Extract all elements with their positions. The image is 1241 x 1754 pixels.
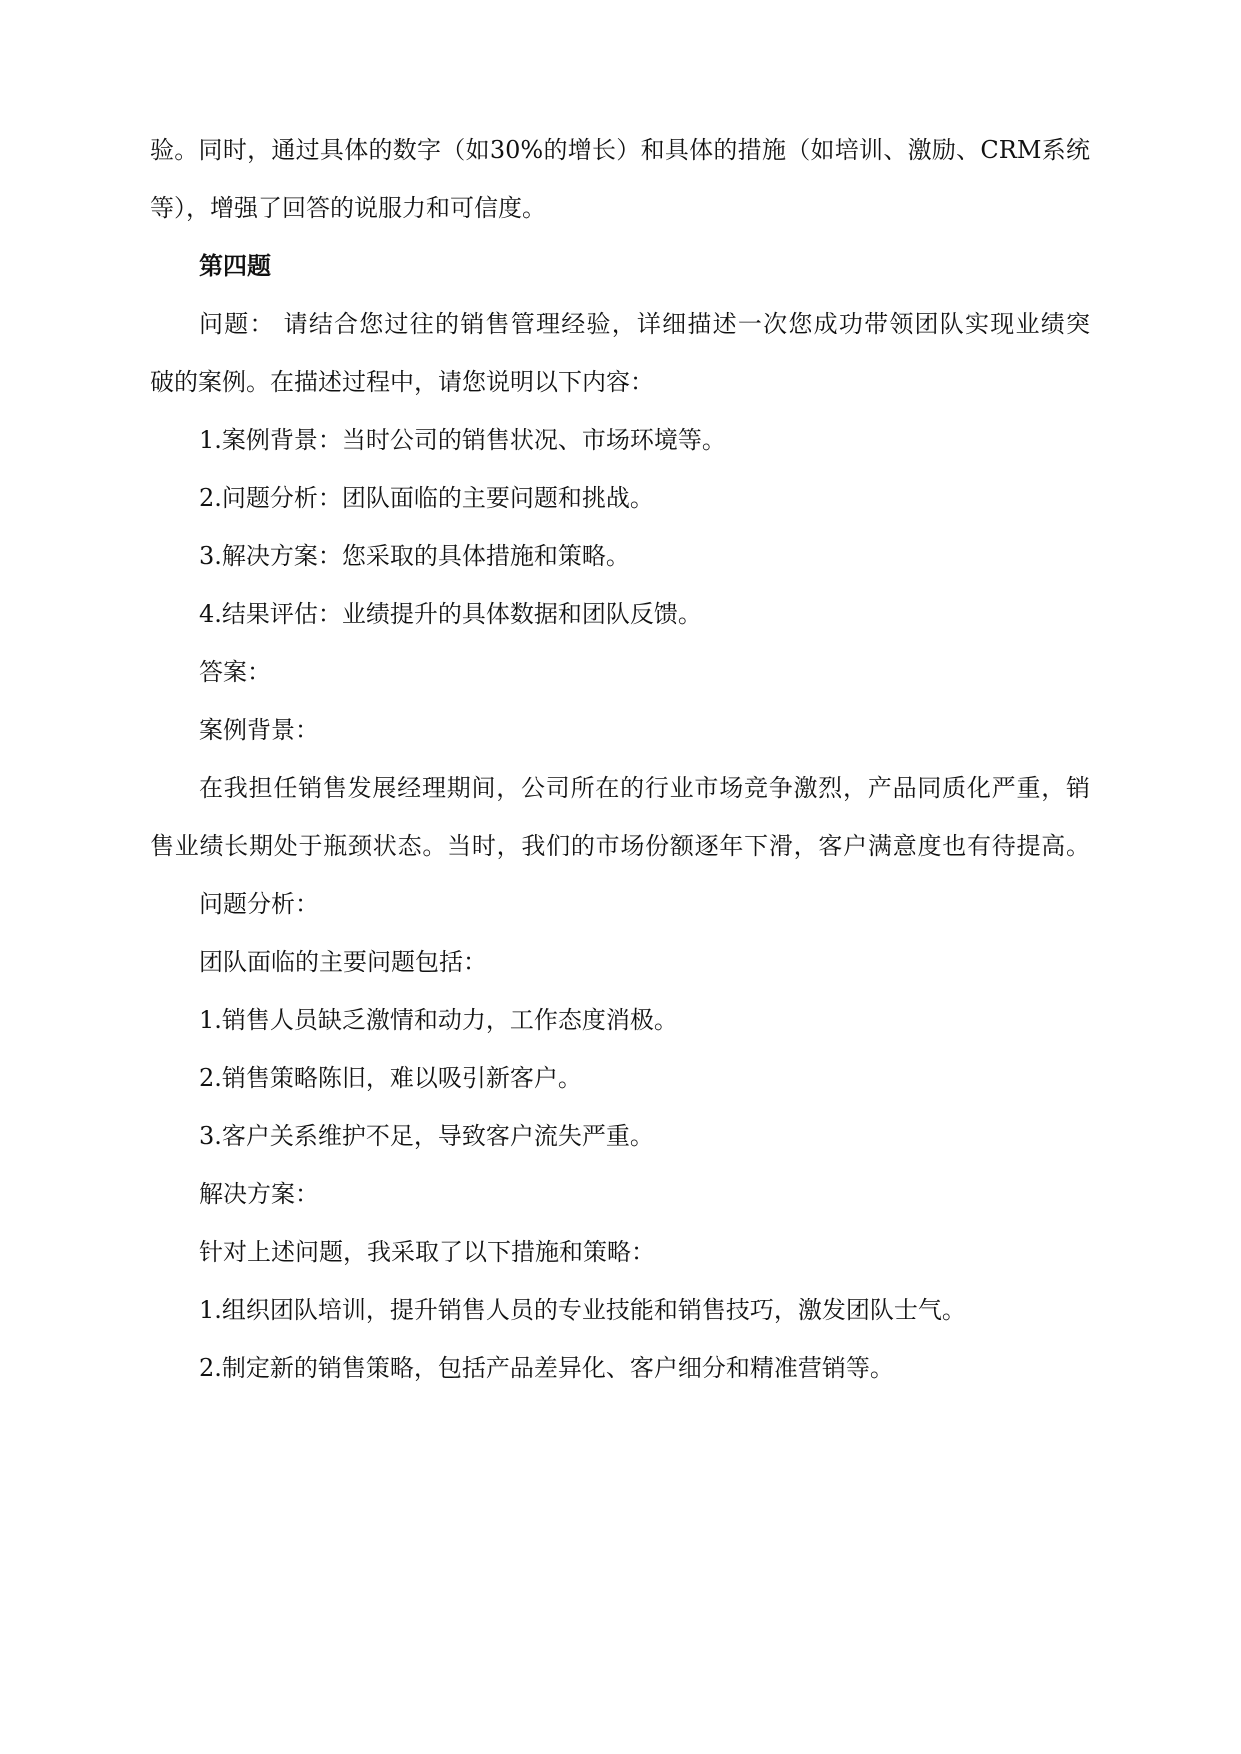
question-item-4: 4.结果评估：业绩提升的具体数据和团队反馈。 <box>199 600 702 628</box>
question-line-2: 破的案例。在描述过程中，请您说明以下内容： <box>150 368 654 396</box>
solution-item-1: 1.组织团队培训，提升销售人员的专业技能和销售技巧，激发团队士气。 <box>199 1296 966 1324</box>
question-item-2: 2.问题分析：团队面临的主要问题和挑战。 <box>199 484 654 512</box>
paragraph-line-2: 等），增强了回答的说服力和可信度。 <box>150 194 546 222</box>
solution-intro: 针对上述问题，我采取了以下措施和策略： <box>199 1238 655 1266</box>
analysis-item-1: 1.销售人员缺乏激情和动力，工作态度消极。 <box>199 1006 678 1034</box>
paragraph-line-1: 验。同时，通过具体的数字（如30%的增长）和具体的措施（如培训、激励、CRM系统 <box>150 136 1090 164</box>
analysis-intro: 团队面临的主要问题包括： <box>199 948 487 976</box>
section-heading: 第四题 <box>199 251 271 280</box>
analysis-item-2: 2.销售策略陈旧，难以吸引新客户。 <box>199 1064 582 1092</box>
background-line-1: 在我担任销售发展经理期间，公司所在的行业市场竞争激烈，产品同质化严重，销 <box>199 774 1090 802</box>
subheading-analysis: 问题分析： <box>199 890 319 918</box>
solution-item-2: 2.制定新的销售策略，包括产品差异化、客户细分和精准营销等。 <box>199 1354 894 1382</box>
analysis-item-3: 3.客户关系维护不足，导致客户流失严重。 <box>199 1122 654 1150</box>
question-item-3: 3.解决方案：您采取的具体措施和策略。 <box>199 542 630 570</box>
subheading-background: 案例背景： <box>199 716 319 744</box>
subheading-solution: 解决方案： <box>199 1180 319 1208</box>
background-line-2: 售业绩长期处于瓶颈状态。当时，我们的市场份额逐年下滑，客户满意度也有待提高。 <box>150 832 1090 860</box>
answer-label: 答案： <box>199 658 271 686</box>
question-line-1: 问题： 请结合您过往的销售管理经验，详细描述一次您成功带领团队实现业绩突 <box>199 310 1090 338</box>
question-item-1: 1.案例背景：当时公司的销售状况、市场环境等。 <box>199 426 726 454</box>
